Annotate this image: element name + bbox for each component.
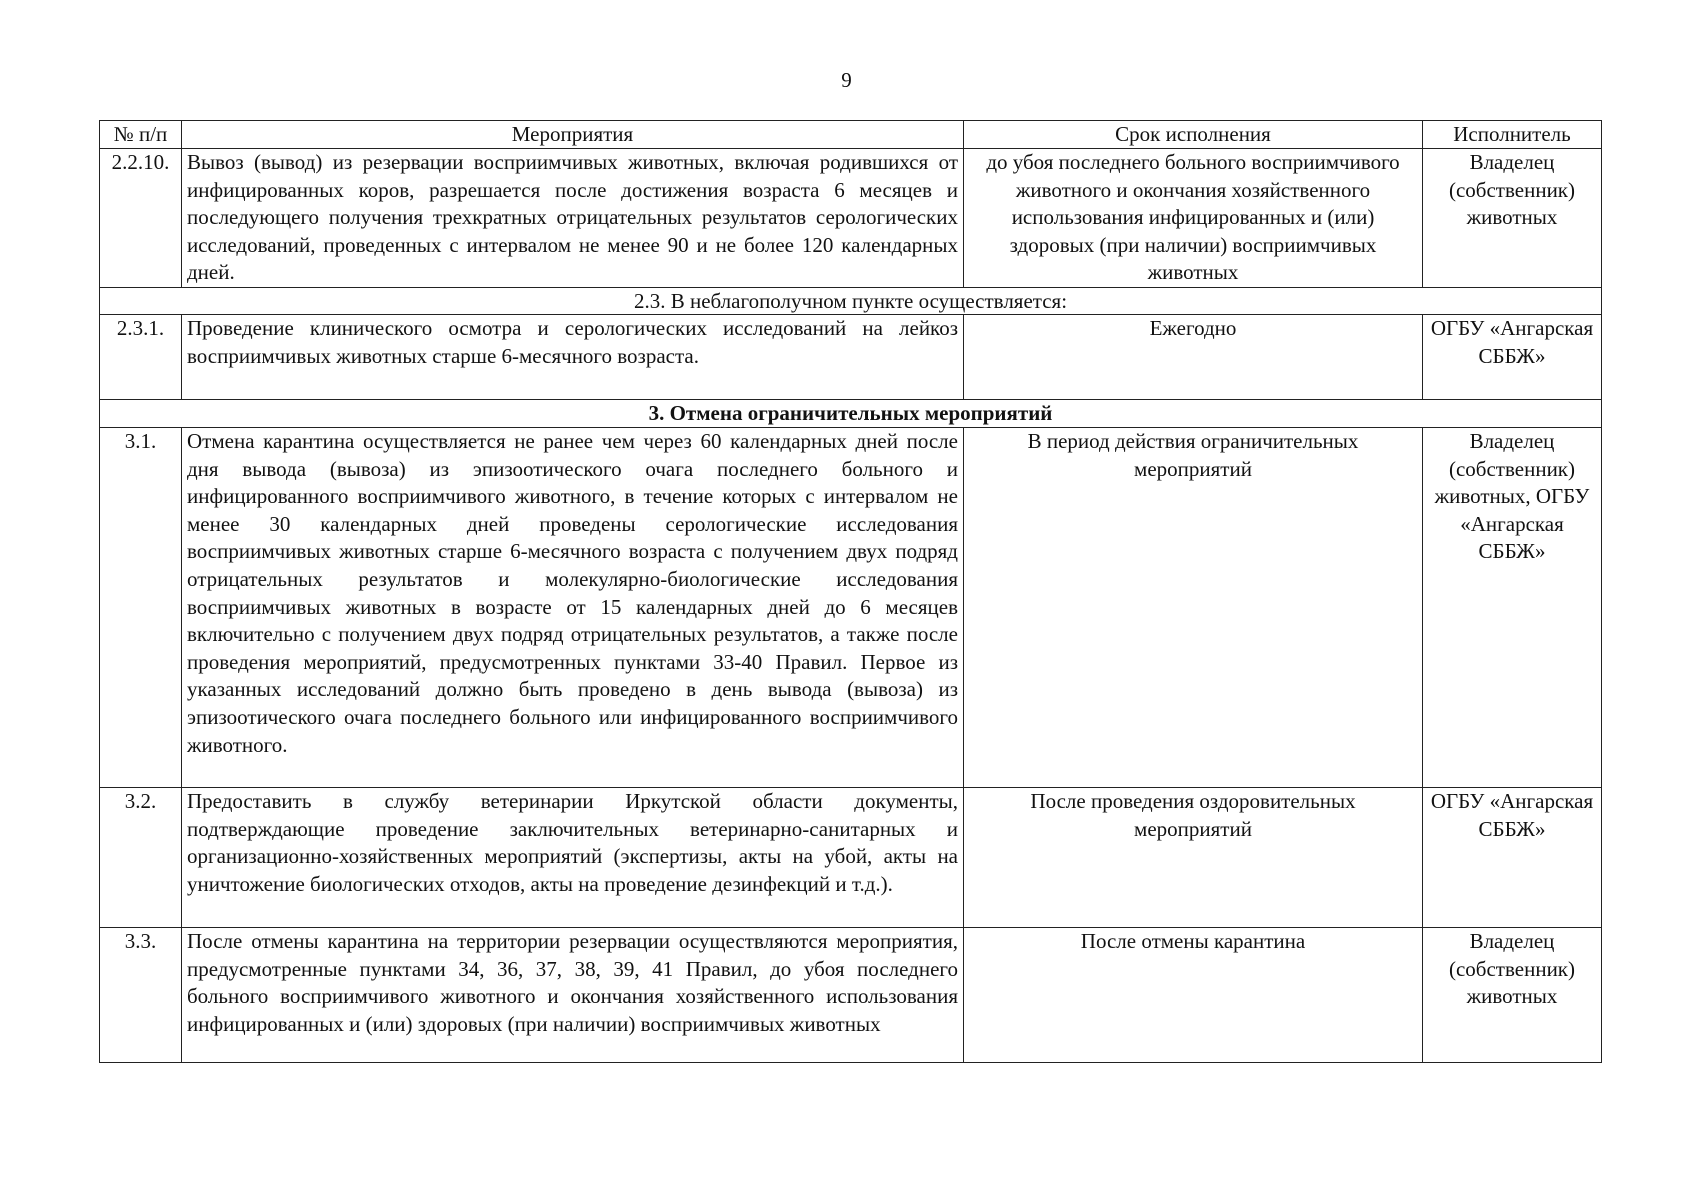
row-action: Проведение клинического осмотра и серологических исследований на лейкоз восприимчивых животных старше 6-месячного возраста.	[182, 314, 964, 399]
row-action: Вывоз (вывод) из резервации восприимчивых животных, включая родившихся от инфицированных коров, разрешается после достижения возраста 6 месяцев и последующего получения трехкратных отрицательных результатов серологических исследований, проведенных с интервалом не менее 90 и не более 120 календарных дней.	[182, 149, 964, 288]
row-action: Предоставить в службу ветеринарии Иркутской области документы, подтверждающие проведение заключительных ветеринарно-санитарных и организационно-хозяйственных мероприятий (экспертизы, акты на убой, акты на уничтожение биологических отходов, акты на проведение дезинфекций и т.д.).	[182, 787, 964, 927]
row-action: Отмена карантина осуществляется не ранее чем через 60 календарных дней после дня вывода (вывоза) из эпизоотического очага последнего больного и инфицированного восприимчивого животного, в течение которых с интервалом не менее 30 календарных дней проведены серологические исследования восприимчивых животных старше 6-месячного возраста с получением двух подряд отрицательных результатов и молекулярно-биологические исследования восприимчивых животных в возрасте от 15 календарных дней до 6 месяцев включительно с получением двух подряд отрицательных результатов, а также после проведения мероприятий, предусмотренных пунктами 33-40 Правил. Первое из указанных исследований должно быть проведено в день вывода (вывоза) из эпизоотического очага последнего больного или инфицированного восприимчивого животного.	[182, 427, 964, 787]
row-executor: ОГБУ «Ангарская СББЖ»	[1423, 787, 1602, 927]
row-num: 3.3.	[100, 927, 182, 1062]
table-row	[100, 927, 1602, 1062]
row-executor: Владелец (собственник) животных	[1423, 149, 1602, 288]
row-term: После проведения оздоровительных мероприятий	[964, 787, 1423, 927]
subsection-row	[100, 287, 1602, 314]
section-row	[100, 399, 1602, 427]
table-row	[100, 314, 1602, 399]
table-row	[100, 427, 1602, 787]
row-term: В период действия ограничительных мероприятий	[964, 427, 1423, 787]
header-executor: Исполнитель	[1423, 121, 1602, 149]
row-num: 3.1.	[100, 427, 182, 787]
row-num: 3.2.	[100, 787, 182, 927]
page-number: 9	[841, 68, 852, 92]
row-num: 2.2.10.	[100, 149, 182, 288]
header-num: № п/п	[100, 121, 182, 149]
row-executor: Владелец (собственник) животных, ОГБУ «Ангарская СББЖ»	[1423, 427, 1602, 787]
table-row	[100, 787, 1602, 927]
row-term: После отмены карантина	[964, 927, 1423, 1062]
section-heading: 3. Отмена ограничительных мероприятий	[100, 399, 1602, 427]
table-row	[100, 149, 1602, 288]
row-term: до убоя последнего больного восприимчивого животного и окончания хозяйственного использования инфицированных и (или) здоровых (при наличии) восприимчивых животных	[964, 149, 1423, 288]
header-term: Срок исполнения	[964, 121, 1423, 149]
subsection-heading: 2.3. В неблагополучном пункте осуществляется:	[100, 287, 1602, 314]
row-term: Ежегодно	[964, 314, 1423, 399]
table-header-row	[100, 121, 1602, 149]
row-executor: ОГБУ «Ангарская СББЖ»	[1423, 314, 1602, 399]
row-num: 2.3.1.	[100, 314, 182, 399]
row-action: После отмены карантина на территории резервации осуществляются мероприятия, предусмотренные пунктами 34, 36, 37, 38, 39, 41 Правил, до убоя последнего больного восприимчивого животного и окончания хозяйственного использования инфицированных и (или) здоровых (при наличии) восприимчивых животных	[182, 927, 964, 1062]
row-executor: Владелец (собственник) животных	[1423, 927, 1602, 1062]
header-action: Мероприятия	[182, 121, 964, 149]
measures-table	[99, 120, 1602, 1063]
